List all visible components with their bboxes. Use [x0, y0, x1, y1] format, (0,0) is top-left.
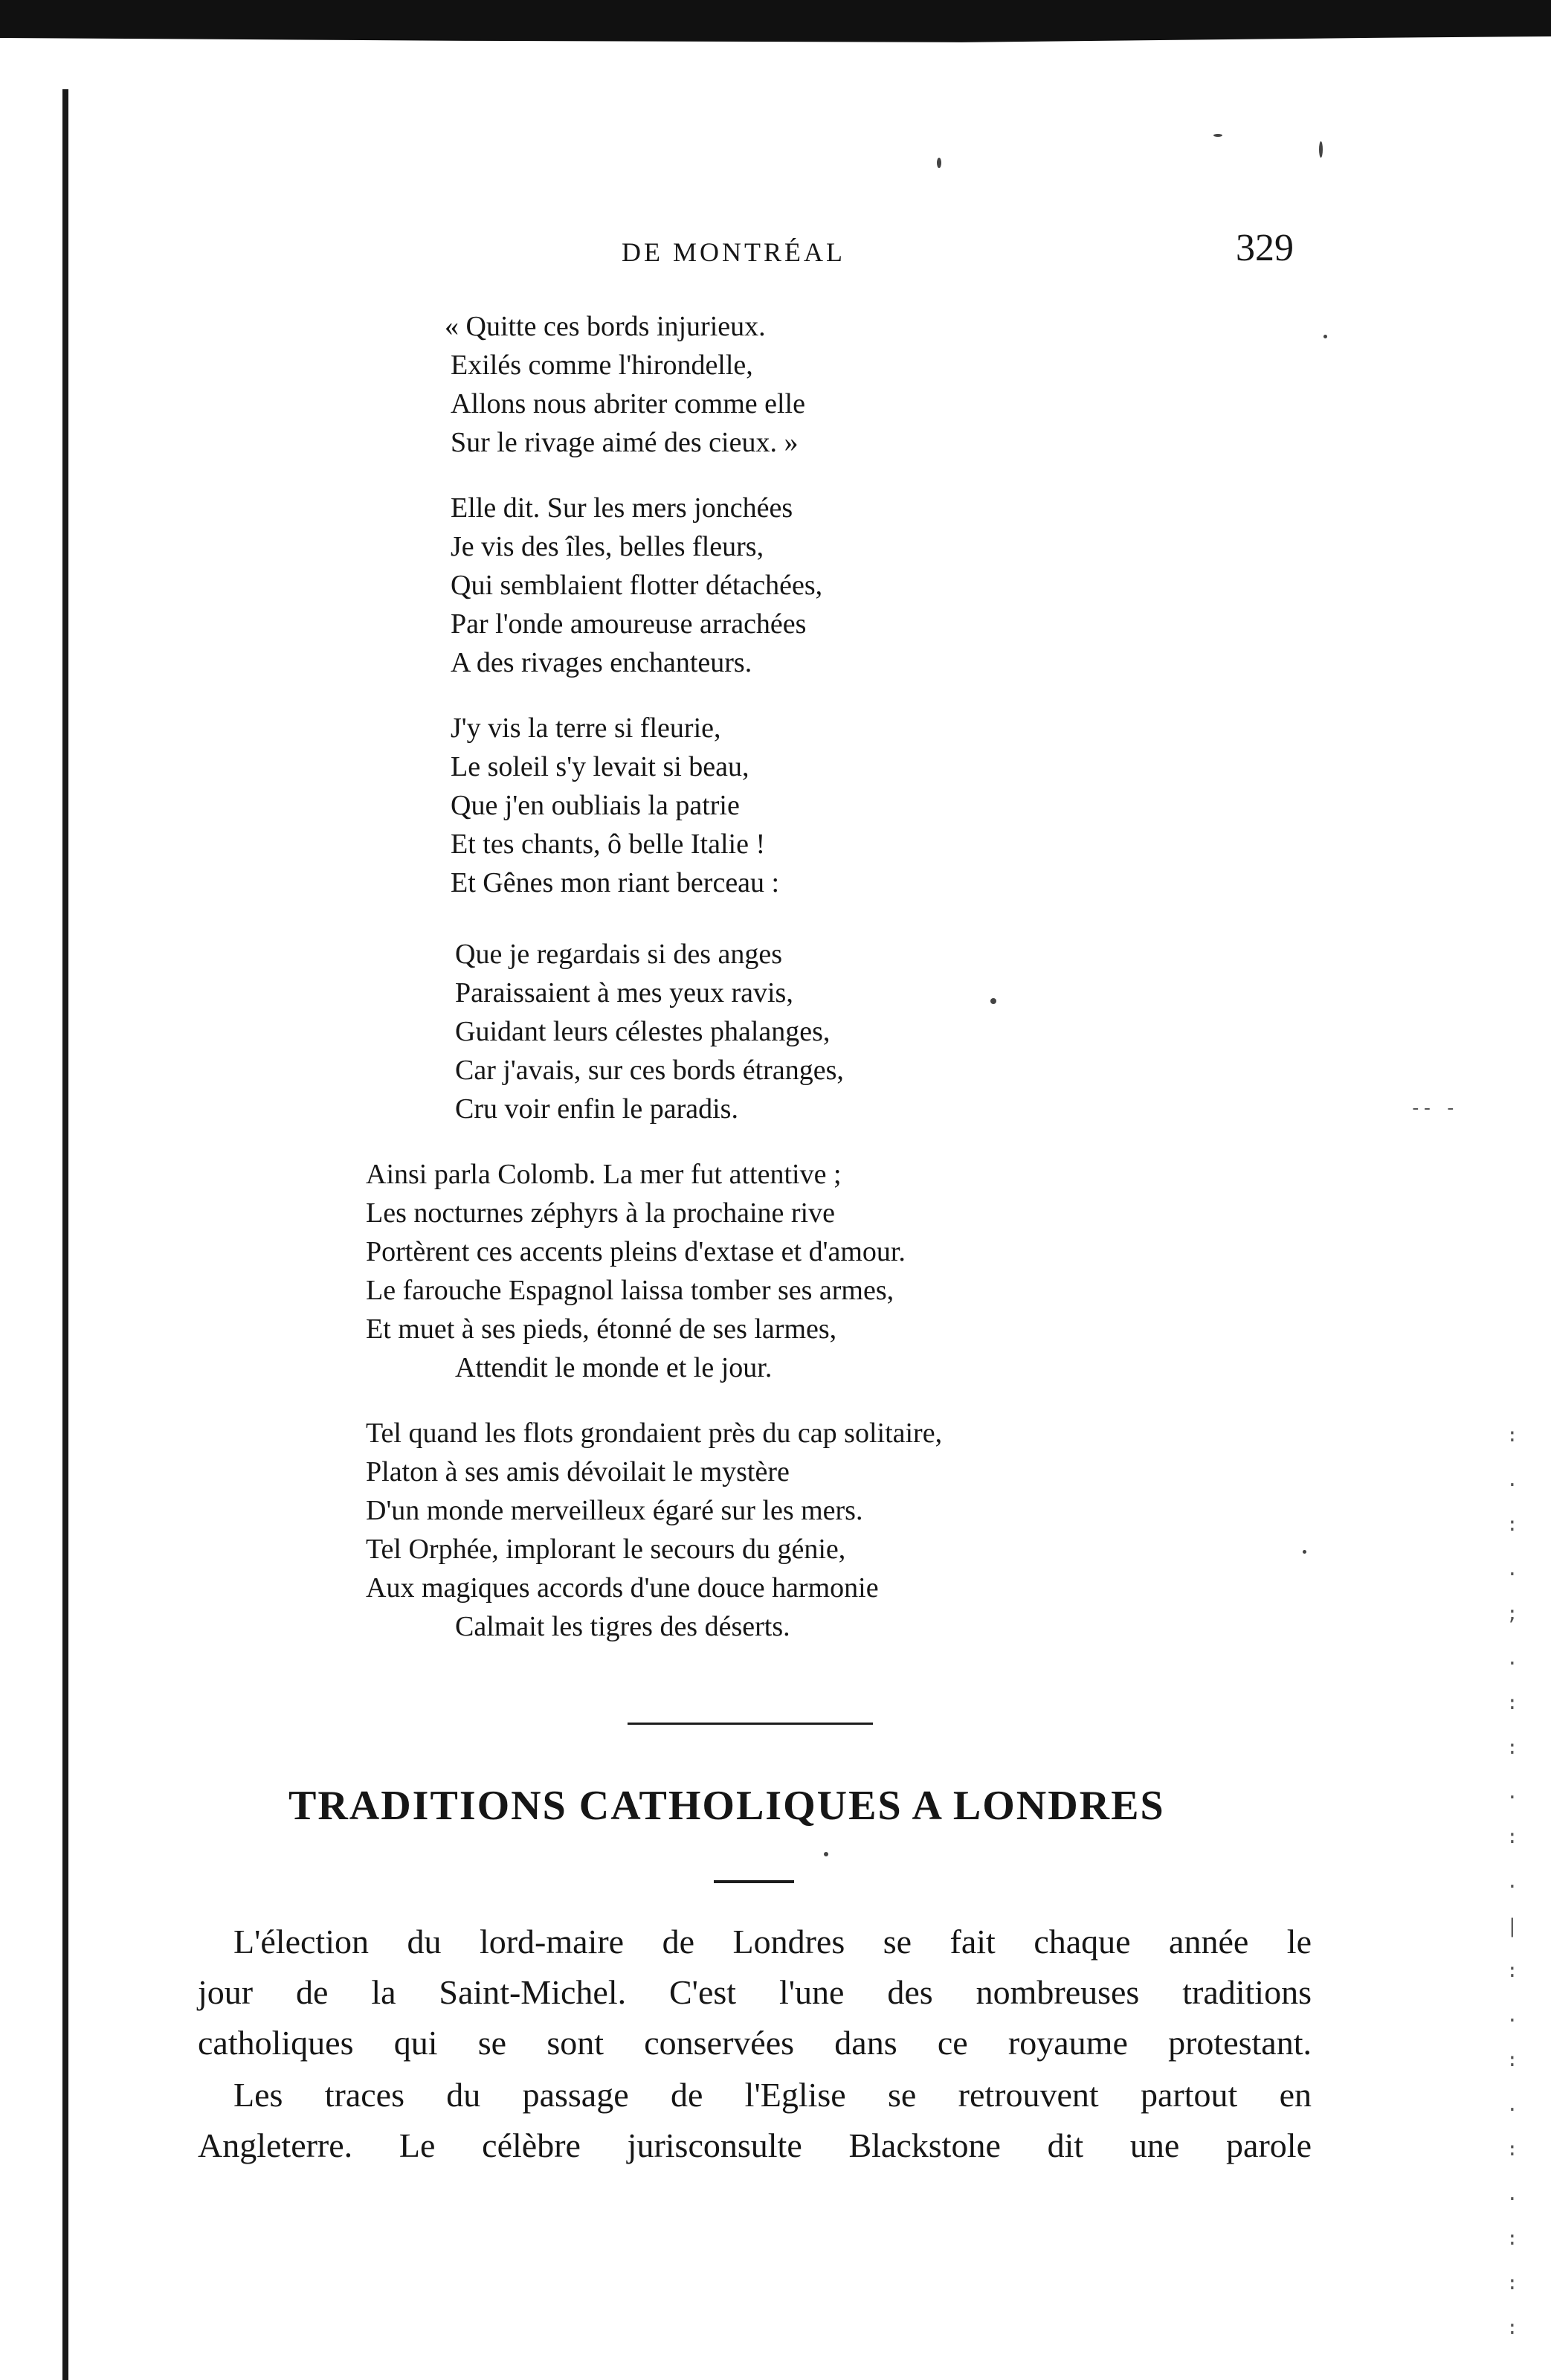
poem-line: Calmait les tigres des déserts. [455, 1611, 790, 1642]
poem-line: Le farouche Espagnol laissa tomber ses armes, [366, 1275, 894, 1306]
poem-line: A des rivages enchanteurs. [451, 647, 752, 678]
poem-line: Que j'en oubliais la patrie [451, 790, 740, 821]
title-underline [714, 1880, 794, 1883]
scan-margin-noise: -- - [1410, 1097, 1457, 1119]
page-number: 329 [1236, 227, 1294, 269]
scan-margin-noise: : . : . ; . : : . : . | : . : . : . : : : [1506, 1424, 1518, 2339]
poem-line: Aux magiques accords d'une douce harmonie [366, 1572, 879, 1604]
poem-line: Allons nous abriter comme elle [451, 388, 805, 419]
scan-speck [1323, 335, 1327, 338]
poem-line: Et Gênes mon riant berceau : [451, 867, 780, 898]
scan-speck [1213, 134, 1222, 137]
poem-line: Qui semblaient flotter détachées, [451, 570, 823, 601]
paragraph-line: L'élection du lord-maire de Londres se fait chaque année le [233, 1923, 1312, 1961]
poem-line: Elle dit. Sur les mers jonchées [451, 492, 793, 524]
scan-top-shadow [0, 0, 1551, 73]
poem-line: Ainsi parla Colomb. La mer fut attentive ; [366, 1159, 842, 1190]
poem-line: Les nocturnes zéphyrs à la prochaine rive [366, 1197, 835, 1229]
poem-line: Paraissaient à mes yeux ravis, [455, 977, 793, 1009]
poem-line: Tel quand les flots grondaient près du cap solitaire, [366, 1418, 943, 1449]
scan-speck [990, 998, 996, 1004]
poem-line: Par l'onde amoureuse arrachées [451, 608, 807, 640]
poem-line: Tel Orphée, implorant le secours du génie, [366, 1534, 846, 1565]
poem-line: Et muet à ses pieds, étonné de ses larmes, [366, 1313, 837, 1345]
section-divider [628, 1723, 873, 1725]
poem-line: D'un monde merveilleux égaré sur les mers. [366, 1495, 863, 1526]
poem-line: Car j'avais, sur ces bords étranges, [455, 1055, 844, 1086]
paragraph-line: jour de la Saint-Michel. C'est l'une des nombreuses traditions [198, 1973, 1312, 2011]
section-title: TRADITIONS CATHOLIQUES A LONDRES [288, 1783, 1165, 1829]
poem-line: Je vis des îles, belles fleurs, [451, 531, 764, 562]
poem-line: « Quitte ces bords injurieux. [445, 311, 766, 342]
scan-speck [824, 1852, 828, 1856]
poem-line: Et tes chants, ô belle Italie ! [451, 829, 766, 860]
scan-speck [937, 158, 941, 168]
poem-line: Exilés comme l'hirondelle, [451, 350, 753, 381]
paragraph-line: Les traces du passage de l'Eglise se retrouvent partout en [233, 2076, 1312, 2114]
poem-line: Platon à ses amis dévoilait le mystère [366, 1456, 790, 1488]
paragraph-line: Angleterre. Le célèbre jurisconsulte Blackstone dit une parole [198, 2126, 1312, 2164]
scan-speck [1319, 141, 1323, 158]
poem-line: J'y vis la terre si fleurie, [451, 713, 721, 744]
paragraph-line: catholiques qui se sont conservées dans ce royaume protestant. [198, 2024, 1312, 2062]
scan-binding-edge [62, 89, 68, 2380]
poem-line: Guidant leurs célestes phalanges, [455, 1016, 831, 1047]
poem-line: Cru voir enfin le paradis. [455, 1093, 738, 1125]
scan-speck [1303, 1550, 1306, 1554]
poem-line: Le soleil s'y levait si beau, [451, 751, 749, 782]
poem-line: Sur le rivage aimé des cieux. » [451, 427, 799, 458]
running-head: DE MONTRÉAL [622, 237, 845, 267]
poem-line: Portèrent ces accents pleins d'extase et d'amour. [366, 1236, 906, 1267]
poem-line: Attendit le monde et le jour. [455, 1352, 773, 1383]
poem-line: Que je regardais si des anges [455, 939, 783, 970]
